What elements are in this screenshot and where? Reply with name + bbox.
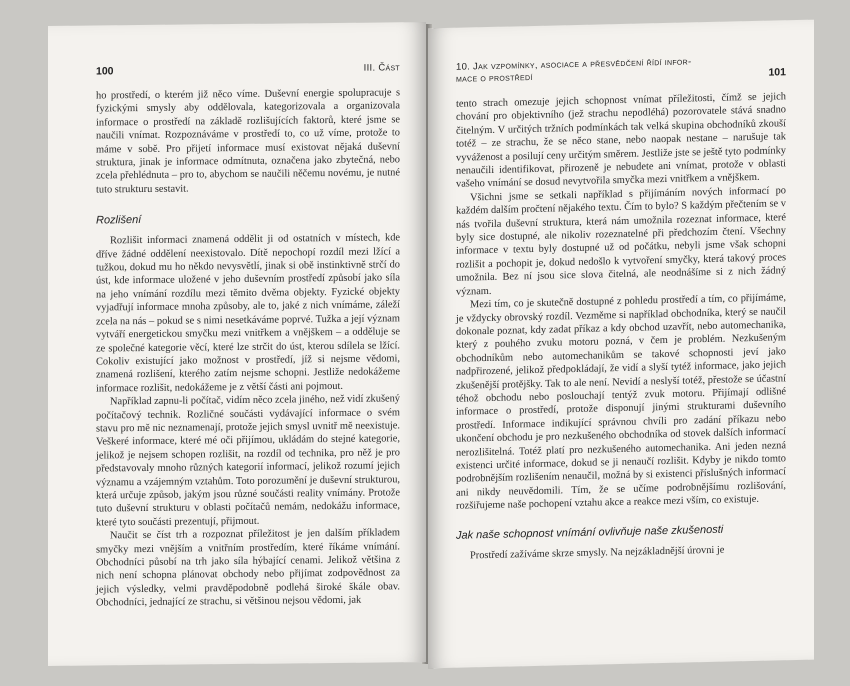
- paragraph: Mezi tím, co je skutečně dostupné z pohledu prostředí a tím, co přijímáme, je vždycky obrovský rozdíl. Vezměme si například obchodníka, který se naučil dokonale poznat, kdy zadat příkaz a kdy obchod uzavřít, nebo automechanika, který z pouhého zvuku motoru pozná, v čem je problém. Nezkušeným obchodníkům nebo automechanikům se takové schopnosti jeví jako nadpřirozené, jelikož předpokládají, že vidí a slyší tytéž informace, jako jejich zkušenější protějšky. Tak to ale není. Nevidí a neslyší totéž, přestože se účastní téhož obchodu nebo poslouchají tentýž zvuk motoru. Přijímají odlišné informace o prostředí, protože disponují jinými strukturami duševního prostředí. Informace indikující správnou chvíli pro zadání příkazu nebo ukončení obchodu je pro nezkušeného obchodníka od stovek dalších informací nerozlišitelná. Totéž platí pro nezkušeného automechanika. Ani jeden nezná existenci určité informace, dokud se ji nenaučí rozlišit. Kdyby je nikdo tomto podrobnějším rozlišením nenaučil, možná by si existenci příslušných informací ani nikdy neuvědomili. Tím, že se učíme podrobnějšímu rozlišování, rozšiřujeme naše pochopení vztahu akce a reakce mezi vším, co existuje.: [456, 292, 786, 512]
- open-book: [8, 6, 842, 682]
- paragraph: Prostředí zažíváme skrze smysly. Na nejzákladnější úrovni je: [470, 544, 725, 562]
- right-page: [428, 20, 814, 669]
- left-page-header: [96, 62, 400, 77]
- paragraph: Naučit se číst trh a rozpoznat příležitost je jen dalším příkladem smyčky mezi vnějším a vnitřním prostředím, které říkáme vnímání. Obchodníci působí na trh jako síla hýbající cenami. Jelikož většina z nich není schopna plánovat obchody nebo přijímat zodpovědnost za jejich výsledky, velmi pravděpodobně podlehá široké škále obav. Obchodníci, jednající ze strachu, si většinou nejsou vědomi, jak: [96, 527, 400, 609]
- page-number: 101: [768, 66, 786, 79]
- left-page: [48, 22, 426, 666]
- paragraph: Například zapnu-li počítač, vidím něco zcela jiného, než vidí zkušený počítačový technik. Rozličné součásti vydávající informace o svém stavu pro mě nic neznamenají, protože jejich smysl uvnitř mě neexistuje. Veškeré informace, které mé oči přijímou, ukládám do stejné kategorie, jelikož je nejsem schopen rozlišit, na rozdíl od technika, pro něž je pro představovaly mnoho různých kategorií informací, jelikož rozumí jejich významu a vzájemným vztahům. Toto porozumění je duševní strukturou, která určuje způsob, jakým jsou různé součásti reality vnímány. Protože tuto duševní strukturu v oblasti počítačů nemám, nedokážu informace, které tyto součásti prezentují, přijmout.: [96, 393, 400, 529]
- running-head: [456, 56, 692, 85]
- paragraph: tento strach omezuje jejich schopnost vnímat příležitosti, čímž se jejich chování pro objektivního (jež strachu nepodléhá) pozorovatele stává snadno čitelným. V určitých tržních podmínkách tak velká skupina obchodníků zkouší totéž – ze strachu, že se něco stane, nebo naopak nestane – narušuje tak vyváženost a posilují ceny určitým směrem. Jestliže jste se ještě tyto podmínky nenaučili identifikovat, přirozeně je nebudete ani vnímat, protože v oblasti vašeho vnímání se dosud nevytvořila smyčka mezi vnitřkem a vnějškem.: [456, 91, 786, 191]
- paragraph: Rozlišit informaci znamená oddělit ji od ostatních v místech, kde dříve žádné oddělení neexistovalo. Dítě nepochopí rozdíl mezi lžící a tužkou, dokud mu ho někdo nevysvětlí, jinak si obě instinktivně strčí do úst, kde informace uložené v jeho duševním prostředí způsobí jako síla na jeho vnímání rozdílu mezi těmito dvěma objekty. Fyzické objekty vyjadřují informace mnoha způsoby, ale to, jaké z nich vnímáme, záleží zcela na nás – pokud se s nimi nesetkáváme poprvé. Tužka a její význam vytváří energetickou smyčku mezi vnitřkem a vnějškem – a odděluje se ze společné kategorie věcí, které lze strčit do úst, kterou sdílela se lžící. Cokoliv existující jako možnost v prostředí, jíž si nejsme vědomi, znamená rozlišení, kterého zatím nejsme schopni. Jestliže nedokážeme informace rozlišit, nedokážeme je z větší části ani pojmout.: [96, 232, 400, 395]
- running-head-line-2: mace o prostředí: [456, 72, 533, 85]
- page-number: 100: [96, 65, 114, 78]
- paragraph: ho prostředí, o kterém již něco víme. Duševní energie spolupracuje s fyzickými smysly aby oddělovala, kategorizovala a organizovala informace o prostředí na základě rozlišujících faktorů, které jsme se naučili vnímat. Rozpoznáváme v prostředí to, co už víme, protože to máme v sobě. Pro přijetí informace musí existovat nějaká duševní struktura, jinak je informace odmítnuta, označena jako zbytečná, nebo zcela přehlédnuta – pro to, abychom se naučili něčemu novému, je nutné tuto strukturu sestavit.: [96, 87, 400, 196]
- right-page-header: [456, 54, 786, 85]
- running-head: III. Část: [363, 62, 400, 74]
- section-heading: Jak naše schopnost vnímání ovlivňuje naše zkušenosti: [456, 523, 724, 542]
- running-head-line-1: 10. Jak vzpomínky, asociace a přesvědčení řídí infor-: [456, 56, 692, 73]
- paragraph: Všichni jsme se setkali například s přijímáním nových informací po každém dalším pročtení nějakého textu. Čím to bylo? S každým přečtením se v nás tvořila duševní struktura, která nám umožnila rozeznat informace, které byly sice dostupné, ale nikoliv rozeznatelné při předchozím čtení. Všechny informace v textu byly dostupné už od počátku, nebyli jsme však schopni rozlišit a pochopit je, dokud nedošlo k vytvoření smyčky, která takový proces umožnila. Bez ní jsou sice slova čitelná, ale neodnášíme si z nich žádný význam.: [456, 185, 786, 298]
- section-heading: Rozlišení: [96, 214, 142, 227]
